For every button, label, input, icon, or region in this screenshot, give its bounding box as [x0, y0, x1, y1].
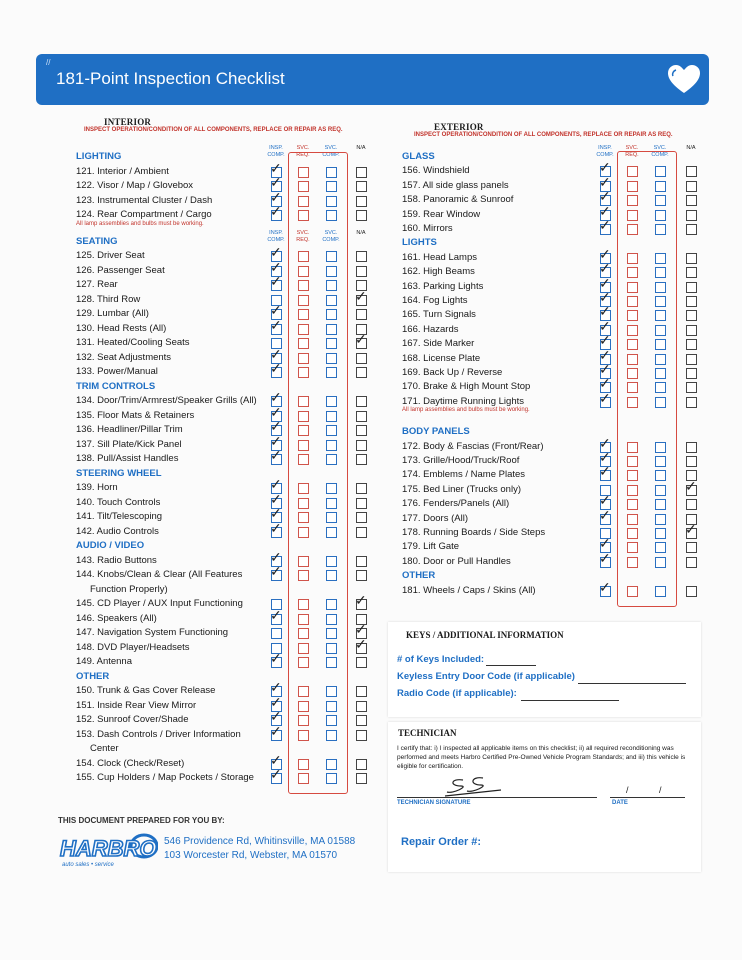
na-checkbox[interactable]: [686, 397, 697, 408]
check-mark-icon: ✓: [355, 635, 367, 652]
check-mark-icon: ✓: [685, 477, 697, 494]
checklist-item-label: 154. Clock (Check/Reset): [76, 757, 185, 769]
checklist-item-label: 144. Knobs/Clean & Clear (All Features: [76, 569, 243, 580]
insp-comp-checkbox[interactable]: [270, 447, 282, 465]
insp-comp-checkbox[interactable]: [599, 549, 611, 568]
checklist-item-label-continued: Function Properly): [90, 583, 168, 595]
check-mark-icon: ✓: [270, 722, 282, 739]
insp-comp-checkbox[interactable]: [271, 628, 282, 639]
na-checkbox[interactable]: [686, 586, 697, 597]
check-mark-icon: ✓: [599, 346, 611, 363]
check-mark-icon: ✓: [270, 389, 282, 405]
checklist-item-label: 141. Tilt/Telescoping: [76, 511, 163, 522]
check-mark-icon: ✓: [270, 563, 282, 579]
checklist-item-label: 138. Pull/Assist Handles: [76, 453, 179, 464]
checklist-item-label: 157. All side glass panels: [402, 179, 509, 191]
na-checkbox[interactable]: [356, 715, 367, 726]
section-title: LIGHTING: [76, 151, 122, 162]
na-checkbox[interactable]: [686, 499, 697, 510]
section-note: All lamp assemblies and bulbs must be working.: [76, 220, 204, 227]
column-header: N/A: [686, 145, 696, 151]
checklist-item-label: 136. Headliner/Pillar Trim: [76, 424, 183, 435]
section-title: SEATING: [76, 235, 118, 247]
checklist-item-label: 178. Running Boards / Side Steps: [402, 527, 546, 538]
signature-line: [397, 797, 597, 798]
svc-req-column-outline: [288, 152, 348, 795]
check-mark-icon: ✓: [355, 592, 367, 608]
section-title: BODY PANELS: [402, 426, 470, 438]
insp-comp-checkbox[interactable]: [599, 506, 611, 525]
technician-panel: [388, 722, 701, 872]
na-checkbox[interactable]: [686, 442, 697, 453]
keys-included-field[interactable]: [486, 665, 536, 666]
insp-comp-checkbox[interactable]: [270, 766, 282, 784]
insp-comp-checkbox[interactable]: [599, 463, 611, 481]
column-header: N/A: [356, 229, 366, 236]
keyless-code-field[interactable]: [578, 683, 686, 684]
checklist-item-label: 134. Door/Trim/Armrest/Speaker Grills (All): [76, 395, 257, 406]
check-mark-icon: ✓: [270, 345, 282, 362]
section-title: STEERING WHEEL: [76, 467, 162, 479]
heart-icon: [667, 65, 701, 95]
check-mark-icon: ✓: [599, 217, 611, 233]
checklist-item-label: 125. Driver Seat: [76, 250, 145, 261]
insp-comp-checkbox[interactable]: [599, 578, 611, 597]
na-checkbox[interactable]: [686, 181, 697, 192]
column-header: SVC. COMP.: [651, 145, 669, 158]
check-mark-icon: ✓: [599, 202, 611, 219]
checklist-item-label: 162. High Beams: [402, 266, 475, 278]
date-label: DATE: [612, 800, 628, 806]
checklist-item-label: 137. Sill Plate/Kick Panel: [76, 438, 182, 450]
checklist-item-label: 128. Third Row: [76, 293, 141, 305]
exterior-subheading: INSPECT OPERATION/CONDITION OF ALL COMPONENTS, REPLACE OR REPAIR AS REQ.: [414, 132, 673, 138]
na-checkbox[interactable]: [356, 773, 367, 784]
checklist-item-label: 163. Parking Lights: [402, 280, 484, 292]
check-mark-icon: ✓: [599, 245, 611, 262]
check-mark-icon: ✓: [270, 693, 282, 710]
title-banner: [36, 54, 709, 105]
checklist-item-label: 168. License Plate: [402, 352, 481, 364]
na-checkbox[interactable]: [356, 167, 367, 178]
checklist-item-label: 145. CD Player / AUX Input Functioning: [76, 598, 243, 609]
na-checkbox[interactable]: [356, 527, 367, 538]
checklist-item-label: 159. Rear Window: [402, 208, 481, 220]
column-header: SVC. REQ.: [296, 229, 310, 243]
na-checkbox[interactable]: [686, 195, 697, 206]
check-mark-icon: ✓: [599, 289, 611, 305]
na-checkbox[interactable]: [686, 325, 697, 336]
check-mark-icon: ✓: [599, 317, 611, 334]
checklist-item-label: 164. Fog Lights: [402, 295, 468, 306]
checklist-item-label: 153. Dash Controls / Driver Information: [76, 728, 241, 740]
check-mark-icon: ✓: [599, 274, 611, 291]
section-title: TRIM CONTROLS: [76, 380, 156, 392]
check-mark-icon: ✓: [270, 188, 282, 205]
checklist-item-label: 180. Door or Pull Handles: [402, 555, 511, 567]
check-mark-icon: ✓: [599, 375, 611, 392]
check-mark-icon: ✓: [270, 174, 282, 190]
checklist-item-label: 121. Interior / Ambient: [76, 165, 169, 177]
checklist-item-label: 142. Audio Controls: [76, 525, 159, 537]
checklist-item-label: 167. Side Marker: [402, 338, 475, 350]
check-mark-icon: ✓: [270, 606, 282, 623]
check-mark-icon: ✓: [270, 203, 282, 219]
signature-label: TECHNICIAN SIGNATURE: [397, 800, 471, 806]
na-checkbox[interactable]: [686, 282, 697, 293]
checklist-item-label: 122. Visor / Map / Glovebox: [76, 180, 194, 191]
interior-heading: INTERIOR: [104, 117, 152, 127]
keyless-code-label: Keyless Entry Door Code (if applicable): [397, 671, 575, 682]
na-checkbox[interactable]: [356, 196, 367, 207]
section-title: AUDIO / VIDEO: [76, 540, 145, 551]
check-mark-icon: ✓: [270, 258, 282, 275]
checklist-item-label: 127. Rear: [76, 279, 118, 290]
na-checkbox[interactable]: [356, 512, 367, 523]
na-checkbox[interactable]: [685, 477, 697, 496]
na-checkbox[interactable]: [686, 354, 697, 365]
keys-panel: [388, 622, 701, 717]
column-header: SVC. REQ.: [296, 145, 310, 158]
na-checkbox[interactable]: [356, 396, 367, 407]
na-checkbox[interactable]: [686, 253, 697, 264]
radio-code-field[interactable]: [521, 700, 619, 701]
checklist-item-label: 147. Navigation System Functioning: [76, 627, 229, 638]
na-checkbox[interactable]: [356, 353, 367, 364]
insp-comp-checkbox[interactable]: [599, 217, 611, 235]
section-title: GLASS: [402, 151, 435, 162]
check-mark-icon: ✓: [270, 548, 282, 565]
check-mark-icon: ✓: [599, 578, 611, 595]
checklist-item-label-continued: Center: [90, 743, 119, 754]
na-checkbox[interactable]: [686, 339, 697, 350]
page-title: 181-Point Inspection Checklist: [56, 69, 285, 88]
checklist-item-label: 132. Seat Adjustments: [76, 351, 172, 363]
check-mark-icon: ✓: [270, 447, 282, 463]
na-checkbox[interactable]: [356, 181, 367, 192]
checklist-item-label: 151. Inside Rear View Mirror: [76, 699, 197, 711]
interior-subheading: INSPECT OPERATION/CONDITION OF ALL COMPONENTS, REPLACE OR REPAIR AS REQ.: [84, 127, 343, 133]
checklist-item-label: 166. Hazards: [402, 323, 459, 335]
check-mark-icon: ✓: [270, 159, 282, 176]
technician-signature[interactable]: [443, 774, 503, 798]
check-mark-icon: ✓: [685, 521, 697, 537]
insp-comp-checkbox[interactable]: [270, 203, 282, 221]
check-mark-icon: ✓: [270, 519, 282, 536]
logo-subtext: auto sales • service: [62, 862, 114, 868]
svc-req-column-outline: [617, 151, 677, 606]
insp-comp-checkbox[interactable]: [270, 606, 282, 625]
checklist-item-label: 179. Lift Gate: [402, 541, 460, 553]
checklist-item-label: 139. Horn: [76, 482, 118, 493]
na-checkbox[interactable]: [686, 456, 697, 467]
na-checkbox[interactable]: [355, 287, 367, 306]
na-checkbox[interactable]: [356, 454, 367, 465]
check-mark-icon: ✓: [599, 463, 611, 480]
check-mark-icon: ✓: [270, 505, 282, 521]
na-checkbox[interactable]: [686, 166, 697, 177]
date-line: [610, 797, 685, 798]
check-mark-icon: ✓: [270, 302, 282, 318]
checklist-item-label: 149. Antenna: [76, 656, 132, 667]
checklist-item-label: 175. Bed Liner (Trucks only): [402, 483, 521, 495]
checklist-item-label: 126. Passenger Seat: [76, 264, 165, 276]
insp-comp-checkbox[interactable]: [270, 722, 282, 741]
repair-order-label: Repair Order #:: [401, 836, 482, 848]
column-header: SVC. COMP.: [322, 145, 340, 158]
na-checkbox[interactable]: [355, 635, 367, 654]
address-line-1: 546 Providence Rd, Whitinsville, MA 01588: [164, 836, 356, 847]
na-checkbox[interactable]: [356, 425, 367, 436]
checklist-item-label: 131. Heated/Cooling Seats: [76, 337, 190, 348]
na-checkbox[interactable]: [355, 592, 367, 610]
checklist-item-label: 130. Head Rests (All): [76, 322, 167, 334]
na-checkbox[interactable]: [356, 498, 367, 509]
column-header: SVC. REQ.: [625, 145, 639, 158]
checklist-item-label: 156. Windshield: [402, 165, 470, 177]
check-mark-icon: ✓: [270, 679, 282, 695]
insp-comp-checkbox[interactable]: [599, 389, 611, 408]
na-checkbox[interactable]: [356, 556, 367, 567]
check-mark-icon: ✓: [599, 159, 611, 176]
na-checkbox[interactable]: [356, 440, 367, 451]
insp-comp-checkbox[interactable]: [270, 519, 282, 538]
section-title: LIGHTS: [402, 237, 437, 249]
na-checkbox[interactable]: [686, 557, 697, 568]
check-mark-icon: ✓: [270, 418, 282, 434]
banner-mark: //: [46, 58, 51, 67]
check-mark-icon: ✓: [270, 273, 282, 289]
check-mark-icon: ✓: [599, 389, 611, 406]
insp-comp-checkbox[interactable]: [270, 316, 282, 335]
checklist-item-label: 161. Head Lamps: [402, 251, 477, 263]
column-header: INSP. COMP.: [596, 145, 614, 158]
harbro-logo-icon: [58, 830, 158, 870]
na-checkbox[interactable]: [356, 251, 367, 262]
checklist-item-label: 129. Lumbar (All): [76, 308, 149, 319]
checklist-item-label: 176. Fenders/Panels (All): [402, 498, 510, 510]
na-checkbox[interactable]: [356, 483, 367, 494]
certification-text: I certify that: i) I inspected all applicable items on this checklist; ii) all required reconditioning was performed and meets Harbro Certified Pre-Owned Vehicle Program Standards; and iii) this vehicle is eligible for certification.: [397, 745, 686, 770]
checklist-item-label: 171. Daytime Running Lights: [402, 395, 524, 407]
checklist-item-label: 140. Touch Controls: [76, 496, 161, 508]
checklist-item-label: 170. Brake & High Mount Stop: [402, 381, 531, 393]
checklist-item-label: 146. Speakers (All): [76, 612, 157, 624]
check-mark-icon: ✓: [270, 650, 282, 666]
insp-comp-checkbox[interactable]: [270, 273, 282, 291]
checklist-item-label: 181. Wheels / Caps / Skins (All): [402, 584, 536, 596]
check-mark-icon: ✓: [355, 621, 367, 637]
keys-heading: KEYS / ADDITIONAL INFORMATION: [406, 630, 564, 640]
column-header: N/A: [356, 145, 366, 151]
check-mark-icon: ✓: [599, 173, 611, 190]
na-checkbox[interactable]: [685, 521, 697, 539]
na-checkbox[interactable]: [356, 730, 367, 741]
na-checkbox[interactable]: [686, 224, 697, 235]
check-mark-icon: ✓: [270, 476, 282, 492]
checklist-item-label: 152. Sunroof Cover/Shade: [76, 714, 189, 725]
checklist-item-label: 150. Trunk & Gas Cover Release: [76, 685, 216, 696]
check-mark-icon: ✓: [270, 751, 282, 768]
checklist-item-label: 135. Floor Mats & Retainers: [76, 409, 195, 421]
check-mark-icon: ✓: [270, 766, 282, 782]
insp-comp-checkbox[interactable]: [270, 563, 282, 581]
checklist-item-label: 160. Mirrors: [402, 223, 453, 234]
na-checkbox[interactable]: [356, 570, 367, 581]
address-line-2: 103 Worcester Rd, Webster, MA 01570: [164, 850, 338, 861]
insp-comp-checkbox[interactable]: [270, 650, 282, 668]
checklist-item-label: 169. Back Up / Reverse: [402, 367, 503, 378]
na-checkbox[interactable]: [356, 701, 367, 712]
harbro-logo: [58, 830, 158, 870]
prepared-by-label: THIS DOCUMENT PREPARED FOR YOU BY:: [58, 816, 225, 825]
na-checkbox[interactable]: [686, 542, 697, 553]
checklist-item-label: 173. Grille/Hood/Truck/Roof: [402, 455, 520, 466]
na-checkbox[interactable]: [686, 267, 697, 278]
section-title: OTHER: [76, 670, 110, 682]
check-mark-icon: ✓: [599, 332, 611, 349]
checklist-item-label: 174. Emblems / Name Plates: [402, 469, 526, 481]
check-mark-icon: ✓: [270, 360, 282, 376]
check-mark-icon: ✓: [270, 244, 282, 260]
check-mark-icon: ✓: [599, 535, 611, 552]
check-mark-icon: ✓: [599, 449, 611, 465]
check-mark-icon: ✓: [599, 303, 611, 320]
check-mark-icon: ✓: [599, 361, 611, 377]
na-checkbox[interactable]: [356, 686, 367, 697]
na-checkbox[interactable]: [686, 382, 697, 393]
radio-code-label: Radio Code (if applicable):: [397, 688, 517, 699]
section-note: All lamp assemblies and bulbs must be working.: [402, 407, 530, 414]
technician-heading: TECHNICIAN: [398, 728, 457, 738]
check-mark-icon: ✓: [270, 316, 282, 333]
checklist-item-label: 133. Power/Manual: [76, 366, 158, 377]
check-mark-icon: ✓: [270, 490, 282, 507]
checklist-item-label: 143. Radio Buttons: [76, 554, 157, 566]
checklist-item-label: 177. Doors (All): [402, 512, 468, 524]
check-mark-icon: ✓: [599, 188, 611, 205]
checklist-item-label: 172. Body & Fascias (Front/Rear): [402, 440, 544, 452]
checklist-item-label: 124. Rear Compartment / Cargo: [76, 209, 212, 220]
date-value[interactable]: / /: [626, 785, 676, 795]
na-checkbox[interactable]: [356, 309, 367, 320]
check-mark-icon: ✓: [599, 260, 611, 277]
check-mark-icon: ✓: [599, 506, 611, 523]
column-header: SVC. COMP.: [322, 229, 340, 243]
na-checkbox[interactable]: [356, 266, 367, 277]
na-checkbox[interactable]: [356, 411, 367, 422]
na-checkbox[interactable]: [686, 310, 697, 321]
logo-wordmark: HARBRO: [60, 836, 157, 861]
na-checkbox[interactable]: [686, 368, 697, 379]
insp-comp-checkbox[interactable]: [270, 360, 282, 378]
checklist-item-label: 148. DVD Player/Headsets: [76, 641, 190, 653]
na-checkbox[interactable]: [356, 759, 367, 770]
check-mark-icon: ✓: [270, 708, 282, 724]
na-checkbox[interactable]: [356, 657, 367, 668]
keys-included-label: # of Keys Included:: [397, 654, 485, 665]
column-header: INSP. COMP.: [267, 145, 285, 158]
check-mark-icon: ✓: [599, 492, 611, 509]
na-checkbox[interactable]: [686, 210, 697, 221]
checklist-item-label: 155. Cup Holders / Map Pockets / Storage: [76, 772, 254, 783]
na-checkbox[interactable]: [355, 331, 367, 349]
checklist-item-label: 158. Panoramic & Sunroof: [402, 194, 514, 206]
section-title: OTHER: [402, 570, 436, 582]
check-mark-icon: ✓: [599, 549, 611, 566]
check-mark-icon: ✓: [599, 434, 611, 451]
na-checkbox[interactable]: [356, 210, 367, 221]
na-checkbox[interactable]: [686, 296, 697, 307]
check-mark-icon: ✓: [355, 287, 367, 304]
check-mark-icon: ✓: [270, 432, 282, 449]
column-header: INSP. COMP.: [267, 229, 285, 243]
check-mark-icon: ✓: [355, 331, 367, 347]
check-mark-icon: ✓: [270, 403, 282, 420]
exterior-heading: EXTERIOR: [434, 122, 484, 132]
na-checkbox[interactable]: [356, 367, 367, 378]
checklist-item-label: 123. Instrumental Cluster / Dash: [76, 194, 213, 206]
checklist-item-label: 165. Turn Signals: [402, 309, 476, 321]
